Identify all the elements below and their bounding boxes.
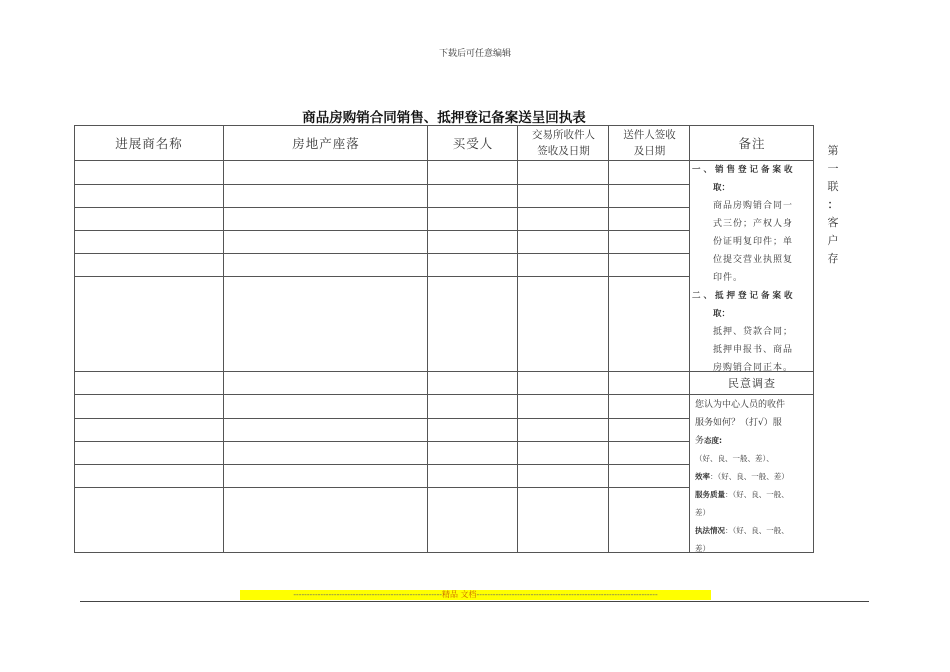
column-header-sender: 送件人签收 及日期 (623, 129, 676, 157)
column-header-developer: 进展商名称 (115, 136, 183, 151)
footer-watermark-bar: -------------------------------------------------------精品 文档------------------------------------------------------------------- (240, 590, 711, 600)
column-header-office-receiver: 交易所收件人 签收及日期 (532, 129, 595, 157)
column-header-property-location: 房地产座落 (292, 136, 360, 151)
notes-section1-heading: 一、销售登记备案收 (692, 165, 796, 175)
remarks-notes: 一、销售登记备案收 取： 商品房购销合同一 式三份；产权人身 份证明复印件；单 位提交营业执照复 印件。 二、抵押登记备案收 取： 抵押、贷款合同； 抵押申报书、商品 房购销合同正本。 (692, 161, 810, 377)
survey-title: 民意调查 (728, 377, 776, 390)
copy-label-vertical: 第 一 联 ： 客 户 存 (827, 144, 839, 265)
survey-efficiency-label: 效率 (695, 472, 710, 481)
header-note: 下载后可任意编辑 (438, 49, 511, 59)
survey-quality-label: 服务质量 (695, 490, 725, 499)
survey-attitude-label: 态度 (704, 436, 720, 445)
survey-questions: 您认为中心人员的收件 服务如何？（打√）服 务态度: （好、良、一般、差）、 效率：（好、良、一般、差） 服务质量：（好、良、一般、 差） 执法情况：（好、良、一般、 差） (695, 396, 811, 558)
notes-section2-heading: 二、抵押登记备案收 (692, 291, 796, 301)
receipt-table (74, 125, 814, 553)
footer-rule (80, 601, 869, 602)
footer-label: 精品 文档 (442, 590, 477, 599)
survey-attitude-options: （好、良、一般、差）、 (695, 454, 774, 463)
form-title: 商品房购销合同销售、抵押登记备案送呈回执表 (302, 110, 586, 126)
column-header-buyer: 买受人 (452, 136, 494, 151)
survey-enforcement-label: 执法情况 (695, 526, 725, 535)
column-header-remarks: 备注 (738, 136, 766, 151)
